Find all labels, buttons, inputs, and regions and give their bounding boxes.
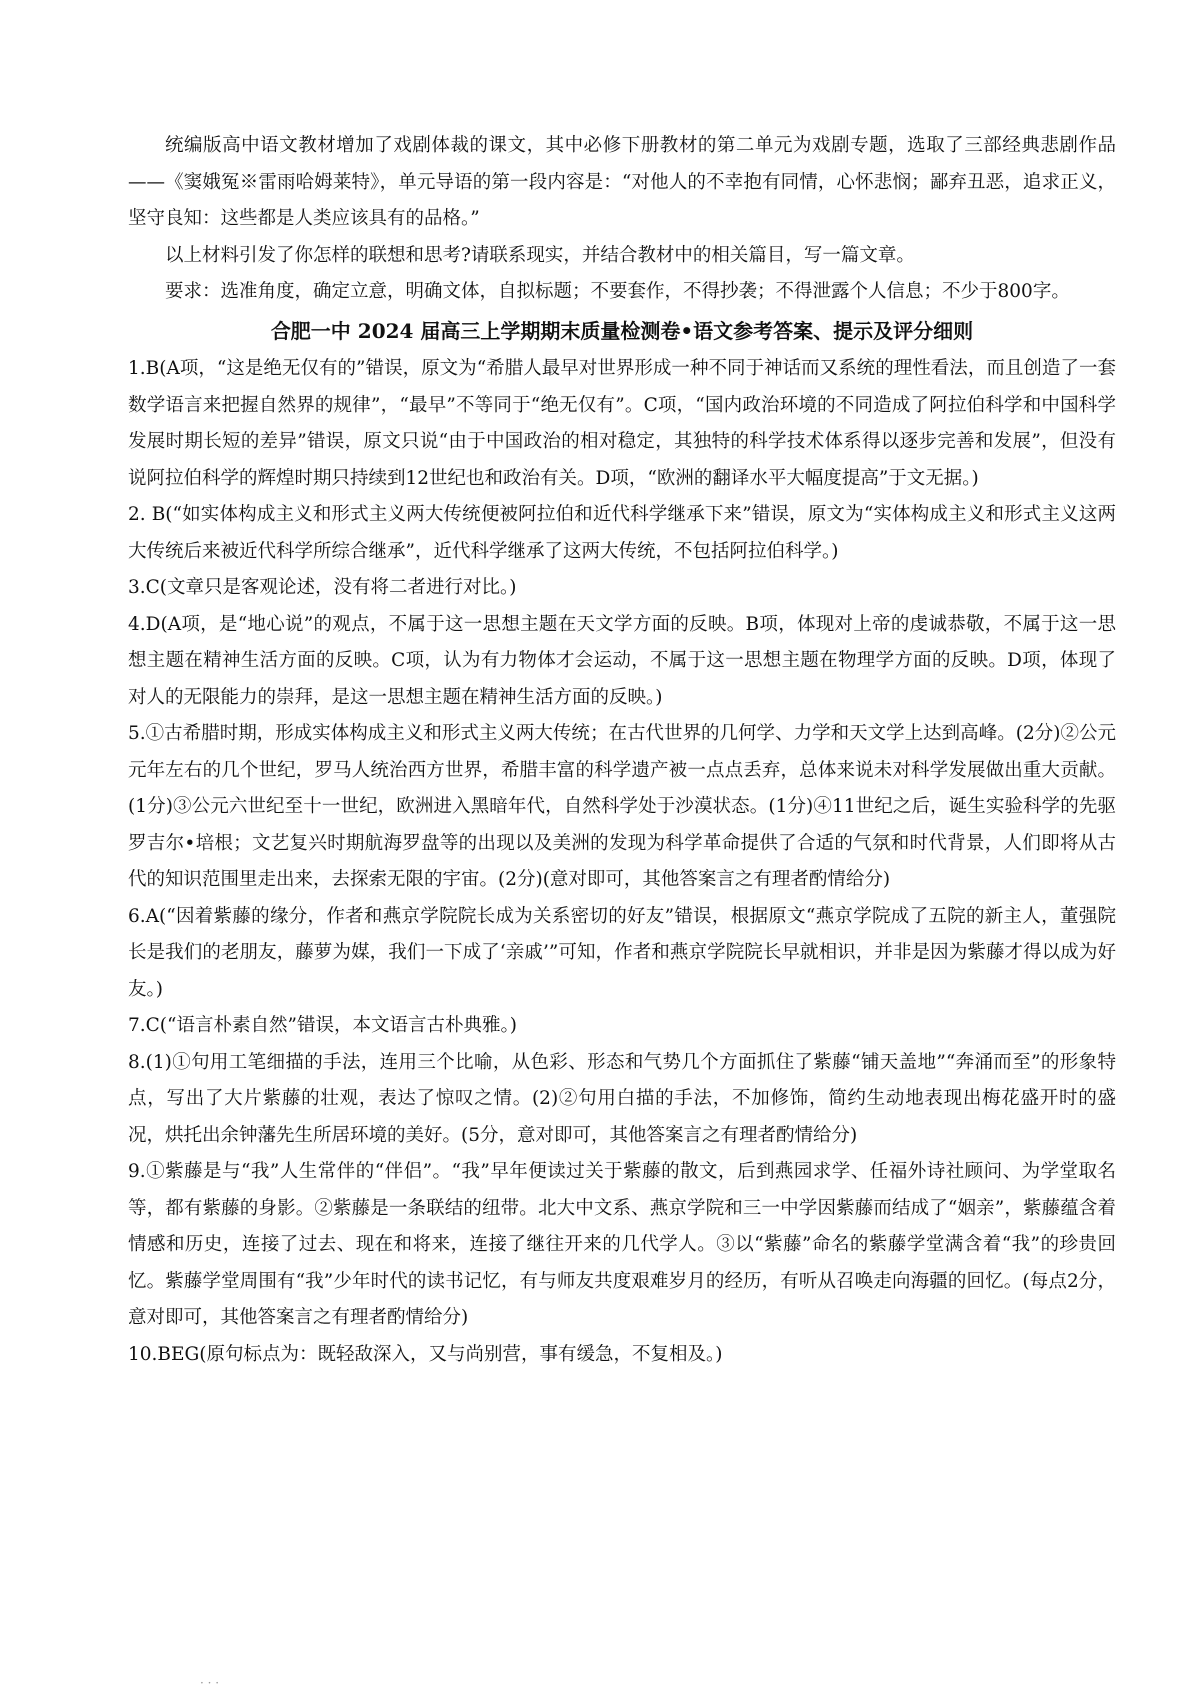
answer-item-9: 9.①紫藤是与“我”人生常伴的“伴侣”。“我”早年便读过关于紫藤的散文，后到燕园求学、任福外诗社顾问、为学堂取名等，都有紫藤的身影。②紫藤是一条联结的纽带。北大中文系、燕京学院和三一中学因紫藤而结成了“姻亲”，紫藤蕴含着情感和历史，连接了过去、现在和将来，连接了继往开来的几代学人。③以“紫藤”命名的紫藤学堂满含着“我”的珍贵回忆。紫藤学堂周围有“我”少年时代的读书记忆，有与师友共度艰难岁月的经历，有听从召唤走向海疆的回忆。(每点2分，意对即可，其他答案言之有理者酌情给分) — [128, 1161, 1116, 1328]
essay-prompt-paragraph: 统编版高中语文教材增加了戏剧体裁的课文，其中必修下册教材的第二单元为戏剧专题，选取了三部经典悲剧作品——《窦娥冤※雷雨哈姆莱特》，单元导语的第一段内容是：“对他人的不幸抱有同情，心怀悲悯；鄙弃丑恶，追求正义，坚守良知：这些都是人类应该具有的品格。” — [128, 135, 1116, 229]
answer-item-8: 8.(1)①句用工笔细描的手法，连用三个比喻，从色彩、形态和气势几个方面抓住了紫藤“铺天盖地”“奔涌而至”的形象特点，写出了大片紫藤的壮观，表达了惊叹之情。(2)②句用白描的手法，不加修饰，简约生动地表现出梅花盛开时的盛况，烘托出余钟藩先生所居环境的美好。(5分，意对即可，其他答案言之有理者酌情给分) — [128, 1051, 1116, 1146]
essay-requirements: 要求：选准角度，确定立意，明确文体，自拟标题；不要套作，不得抄袭；不得泄露个人信息；不少于800字。 — [165, 281, 1070, 302]
answer-item-7: 7.C(“语言朴素自然”错误，本文语言古朴典雅。) — [128, 1015, 517, 1036]
answer-item-4: 4.D(A项，是“地心说”的观点，不属于这一思想主题在天文学方面的反映。B项，体现对上帝的虔诚恭敬，不属于这一思想主题在精神生活方面的反映。C项，认为有力物体才会运动，不属于这一思想主题在物理学方面的反映。D项，体现了对人的无限能力的崇拜，是这一思想主题在精神生活方面的反映。) — [128, 613, 1116, 708]
answer-item-5: 5.①古希腊时期，形成实体构成主义和形式主义两大传统；在古代世界的几何学、力学和天文学上达到高峰。(2分)②公元元年左右的几个世纪，罗马人统治西方世界，希腊丰富的科学遗产被一点点丢弃，总体来说未对科学发展做出重大贡献。(1分)③公元六世纪至十一世纪，欧洲进入黑暗年代，自然科学处于沙漠状态。(1分)④11世纪之后，诞生实验科学的先驱罗吉尔•培根；文艺复兴时期航海罗盘等的出现以及美洲的发现为科学革命提供了合适的气氛和时代背景，人们即将从古代的知识范围里走出来，去探索无限的宇宙。(2分)(意对即可，其他答案言之有理者酌情给分) — [128, 723, 1116, 890]
essay-question: 以上材料引发了你怎样的联想和思考?请联系现实，并结合教材中的相关篇目，写一篇文章。 — [165, 244, 915, 266]
answer-item-2: 2. B(“如实体构成主义和形式主义两大传统便被阿拉伯和近代科学继承下来”错误，原文为“实体构成主义和形式主义这两大传统后来被近代科学所综合继承”，近代科学继承了这两大传统，不包括阿拉伯科学。) — [128, 504, 1116, 562]
answer-item-1: 1.B(A项，“这是绝无仅有的”错误，原文为“希腊人最早对世界形成一种不同于神话而又系统的理性看法，而且创造了一套数学语言来把握自然界的规律”，“最早”不等同于“绝无仅有”。C项，“国内政治环境的不同造成了阿拉伯科学和中国科学发展时期长短的差异”错误，原文只说“由于中国政治的相对稳定，其独特的科学技术体系得以逐步完善和发展”，但没有说阿拉伯科学的辉煌时期只持续到12世纪也和政治有关。D项，“欧洲的翻译水平大幅度提高”于文无据。) — [128, 358, 1116, 489]
answer-key-title: 合肥一中 2024 届高三上学期期末质量检测卷•语文参考答案、提示及评分细则 — [270, 318, 974, 343]
footer-dots: · · · — [200, 1676, 220, 1690]
answer-item-10: 10.BEG(原句标点为：既轻敌深入，又与尚别营，事有缓急，不复相及。) — [128, 1343, 723, 1365]
answer-item-3: 3.C(文章只是客观论述，没有将二者进行对比。) — [128, 577, 517, 598]
document-body — [128, 128, 1116, 1373]
answer-item-6: 6.A(“因着紫藤的缘分，作者和燕京学院院长成为关系密切的好友”错误，根据原文“燕京学院成了五院的新主人，董强院长是我们的老朋友，藤萝为媒，我们一下成了‘亲戚’”可知，作者和燕京学院院长早就相识，并非是因为紫藤才得以成为好友。) — [128, 905, 1116, 1000]
